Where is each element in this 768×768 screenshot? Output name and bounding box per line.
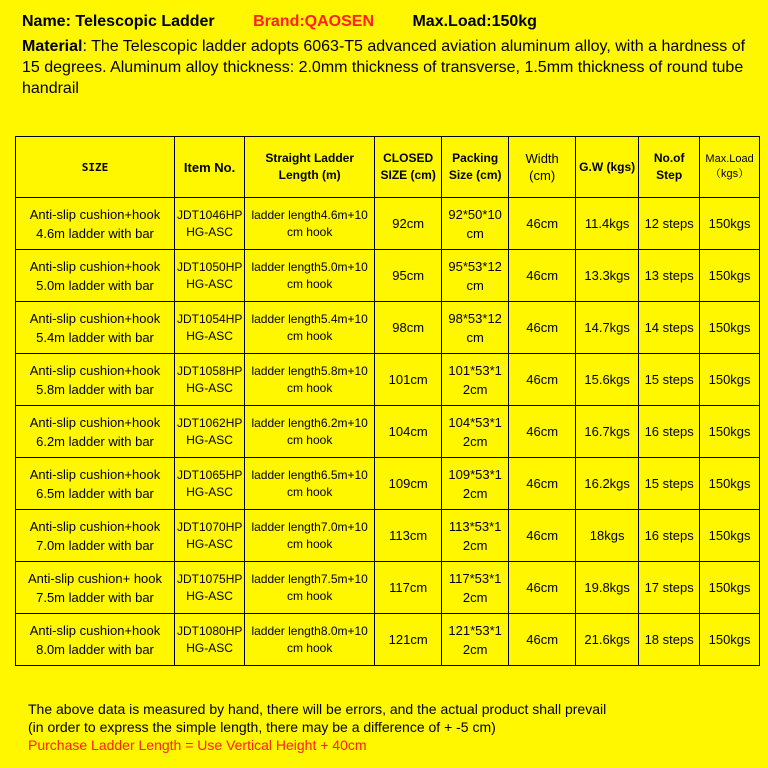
cell-length: ladder length7.0m+10 cm hook [245,510,375,562]
header-title-line [22,10,762,34]
header-size: SIZE [16,137,175,198]
cell-max-load: 150kgs [700,562,760,614]
cell-width: 46cm [509,302,576,354]
cell-max-load: 150kgs [700,406,760,458]
cell-max-load: 150kgs [700,198,760,250]
cell-gw: 16.2kgs [576,458,639,510]
cell-steps: 16 steps [639,510,700,562]
max-load: Max.Load:150kg [412,13,537,30]
note-purchase-length: Purchase Ladder Length = Use Vertical Height + 40cm [28,737,367,753]
cell-gw: 19.8kgs [576,562,639,614]
cell-item-no: JDT1046HP HG-ASC [175,198,245,250]
cell-packing-size: 104*53*1 2cm [442,406,509,458]
table-body [16,198,760,666]
cell-item-no: JDT1080HP HG-ASC [175,614,245,666]
cell-closed-size: 121cm [375,614,442,666]
cell-steps: 14 steps [639,302,700,354]
cell-length: ladder length8.0m+10 cm hook [245,614,375,666]
cell-size: Anti-slip cushion+hook 6.2m ladder with bar [16,406,175,458]
cell-closed-size: 95cm [375,250,442,302]
header [22,10,762,99]
cell-steps: 15 steps [639,354,700,406]
cell-width: 46cm [509,250,576,302]
cell-length: ladder length5.8m+10 cm hook [245,354,375,406]
table-row [16,562,760,614]
cell-steps: 12 steps [639,198,700,250]
cell-width: 46cm [509,458,576,510]
header-max-load: Max.Load （kgs） [700,137,760,198]
cell-size: Anti-slip cushion+hook 4.6m ladder with bar [16,198,175,250]
material-text: : The Telescopic ladder adopts 6063-T5 advanced aviation aluminum alloy, with a hardness of 15 degrees. Aluminum alloy thickness: 2.0mm thickness of transverse, 1.5mm thickness of round tube handrail [22,38,746,97]
table-row [16,510,760,562]
cell-closed-size: 113cm [375,510,442,562]
material-description [22,36,762,99]
cell-steps: 15 steps [639,458,700,510]
material-label: Material [22,38,83,55]
cell-gw: 11.4kgs [576,198,639,250]
cell-item-no: JDT1050HP HG-ASC [175,250,245,302]
cell-gw: 14.7kgs [576,302,639,354]
cell-item-no: JDT1075HP HG-ASC [175,562,245,614]
cell-size: Anti-slip cushion+ hook 7.5m ladder with bar [16,562,175,614]
cell-packing-size: 92*50*10 cm [442,198,509,250]
cell-size: Anti-slip cushion+hook 6.5m ladder with bar [16,458,175,510]
cell-length: ladder length4.6m+10 cm hook [245,198,375,250]
cell-width: 46cm [509,406,576,458]
cell-max-load: 150kgs [700,302,760,354]
cell-length: ladder length6.5m+10 cm hook [245,458,375,510]
cell-gw: 18kgs [576,510,639,562]
header-packing-size: Packing Size (cm) [442,137,509,198]
cell-width: 46cm [509,198,576,250]
cell-size: Anti-slip cushion+hook 5.8m ladder with bar [16,354,175,406]
cell-width: 46cm [509,510,576,562]
cell-item-no: JDT1058HP HG-ASC [175,354,245,406]
header-gw: G.W (kgs) [576,137,639,198]
table-row [16,198,760,250]
header-steps: No.of Step [639,137,700,198]
cell-packing-size: 101*53*1 2cm [442,354,509,406]
header-width: Width (cm) [509,137,576,198]
cell-item-no: JDT1070HP HG-ASC [175,510,245,562]
table-row [16,354,760,406]
cell-max-load: 150kgs [700,510,760,562]
product-name: Name: Telescopic Ladder [22,13,215,30]
cell-closed-size: 101cm [375,354,442,406]
cell-max-load: 150kgs [700,354,760,406]
header-item-no: Item No. [175,137,245,198]
notes [28,700,758,754]
table-row [16,302,760,354]
cell-size: Anti-slip cushion+hook 5.4m ladder with bar [16,302,175,354]
cell-packing-size: 98*53*12 cm [442,302,509,354]
cell-closed-size: 117cm [375,562,442,614]
cell-closed-size: 109cm [375,458,442,510]
cell-size: Anti-slip cushion+hook 8.0m ladder with bar [16,614,175,666]
header-straight-length: Straight Ladder Length (m) [245,137,375,198]
cell-closed-size: 98cm [375,302,442,354]
cell-item-no: JDT1062HP HG-ASC [175,406,245,458]
cell-width: 46cm [509,562,576,614]
cell-width: 46cm [509,354,576,406]
cell-max-load: 150kgs [700,250,760,302]
cell-packing-size: 109*53*1 2cm [442,458,509,510]
cell-size: Anti-slip cushion+hook 5.0m ladder with bar [16,250,175,302]
cell-length: ladder length7.5m+10 cm hook [245,562,375,614]
cell-length: ladder length6.2m+10 cm hook [245,406,375,458]
cell-packing-size: 121*53*1 2cm [442,614,509,666]
table-row [16,458,760,510]
table-row [16,614,760,666]
table-row [16,250,760,302]
table-row [16,406,760,458]
cell-length: ladder length5.4m+10 cm hook [245,302,375,354]
cell-length: ladder length5.0m+10 cm hook [245,250,375,302]
brand-name: Brand:QAOSEN [253,13,375,30]
cell-packing-size: 95*53*12 cm [442,250,509,302]
cell-packing-size: 113*53*1 2cm [442,510,509,562]
header-closed-size: CLOSED SIZE (cm) [375,137,442,198]
cell-closed-size: 104cm [375,406,442,458]
cell-closed-size: 92cm [375,198,442,250]
cell-max-load: 150kgs [700,458,760,510]
note-measured: The above data is measured by hand, there will be errors, and the actual product shall prevail [28,701,607,717]
note-difference: (in order to express the simple length, there may be a difference of + -5 cm) [28,719,496,735]
cell-item-no: JDT1065HP HG-ASC [175,458,245,510]
cell-steps: 17 steps [639,562,700,614]
cell-max-load: 150kgs [700,614,760,666]
cell-size: Anti-slip cushion+hook 7.0m ladder with bar [16,510,175,562]
cell-gw: 16.7kgs [576,406,639,458]
cell-gw: 15.6kgs [576,354,639,406]
cell-steps: 13 steps [639,250,700,302]
spec-table [15,136,760,666]
cell-width: 46cm [509,614,576,666]
cell-packing-size: 117*53*1 2cm [442,562,509,614]
cell-steps: 18 steps [639,614,700,666]
cell-gw: 21.6kgs [576,614,639,666]
cell-gw: 13.3kgs [576,250,639,302]
cell-steps: 16 steps [639,406,700,458]
table-header-row [16,137,760,198]
cell-item-no: JDT1054HP HG-ASC [175,302,245,354]
